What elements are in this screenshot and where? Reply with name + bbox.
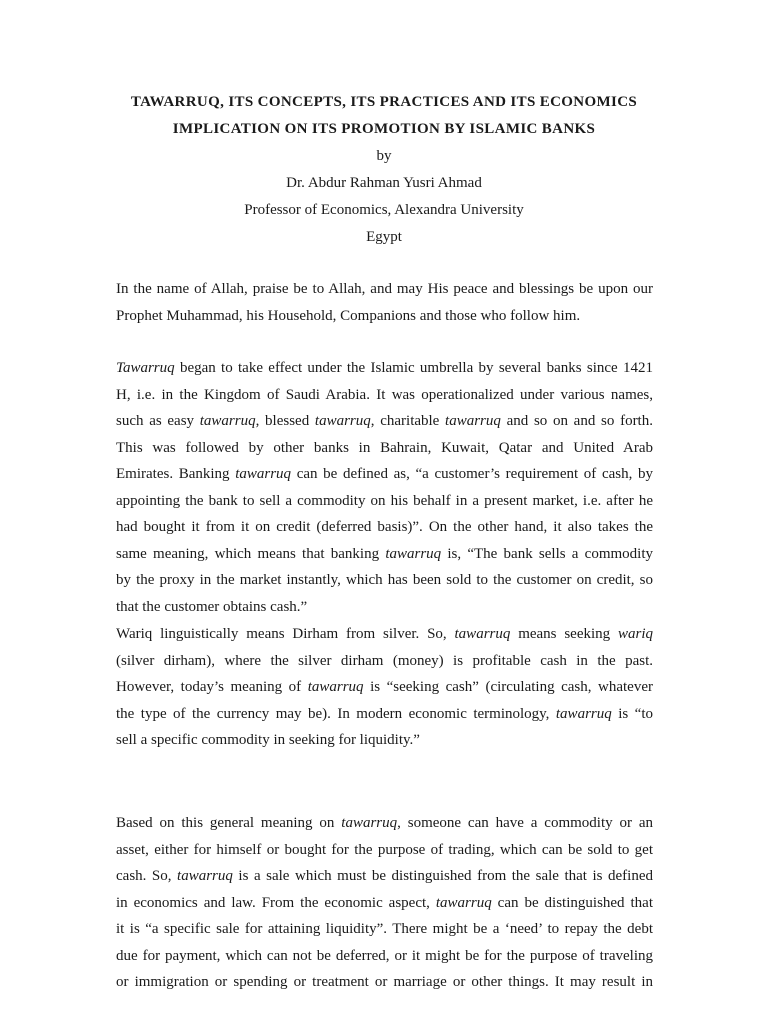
paragraph-2 — [116, 355, 653, 620]
paragraph-4 — [116, 810, 653, 996]
paragraph-line: due for payment, which can not be deferred, or it might be for the purpose of traveling — [116, 947, 653, 964]
document-header — [0, 89, 768, 251]
paragraph-line: in economics and law. From the economic aspect, tawarruq can be distinguished that — [116, 894, 653, 911]
paragraph-line: such as easy tawarruq, blessed tawarruq, charitable tawarruq and so on and so forth. — [116, 413, 653, 429]
document-title-line-2: IMPLICATION ON ITS PROMOTION BY ISLAMIC BANKS — [172, 121, 596, 137]
paragraph-line: This was followed by other banks in Bahrain, Kuwait, Qatar and United Arab — [116, 439, 653, 456]
paragraph-1 — [116, 276, 653, 329]
paragraph-line: (silver dirham), where the silver dirham (money) is profitable cash in the past. — [116, 652, 653, 669]
author-country: Egypt — [366, 229, 402, 245]
author-name: Dr. Abdur Rahman Yusri Ahmad — [286, 175, 482, 191]
paragraph-line: Wariq linguistically means Dirham from silver. So, tawarruq means seeking wariq — [116, 626, 654, 642]
paragraph-line: In the name of Allah, praise be to Allah, and may His peace and blessings be upon our — [116, 281, 653, 297]
paragraph-line: Based on this general meaning on tawarruq, someone can have a commodity or an — [116, 815, 653, 831]
by-line: by — [376, 148, 392, 164]
paragraph-line: asset, either for himself or bought for the purpose of trading, which can be sold to get — [116, 841, 653, 858]
paragraph-3 — [116, 621, 653, 754]
paragraph-line: the type of the currency may be). In modern economic terminology, tawarruq is “to — [116, 705, 653, 722]
paragraph-line: Tawarruq began to take effect under the Islamic umbrella by several banks since 1421 — [116, 360, 653, 376]
paragraph-line: Prophet Muhammad, his Household, Companions and those who follow him. — [116, 307, 581, 324]
paragraph-line: Emirates. Banking tawarruq can be defined as, “a customer’s requirement of cash, by — [116, 466, 653, 482]
paragraph-line: by the proxy in the market instantly, which has been sold to the customer on credit, so — [116, 572, 653, 588]
paragraph-line: or immigration or spending or treatment or marriage or other things. It may result in — [116, 974, 653, 990]
paragraph-line: appointing the bank to sell a commodity on his behalf in a present market, i.e. after he — [116, 492, 653, 509]
paragraph-line: same meaning, which means that banking tawarruq is, “The bank sells a commodity — [116, 545, 653, 562]
author-affiliation: Professor of Economics, Alexandra University — [244, 202, 524, 218]
paragraph-line: However, today’s meaning of tawarruq is “seeking cash” (circulating cash, whatever — [116, 679, 653, 695]
paragraph-line: H, i.e. in the Kingdom of Saudi Arabia. It was operationalized under various names, — [116, 386, 653, 403]
paragraph-line: had bought it from it on credit (deferred basis)”. On the other hand, it also takes the — [116, 519, 653, 535]
paragraph-line: it is “a specific sale for attaining liquidity”. There might be a ‘need’ to repay the debt — [116, 921, 653, 937]
paragraph-line: that the customer obtains cash.” — [116, 598, 308, 615]
document-title-line-1: TAWARRUQ, ITS CONCEPTS, ITS PRACTICES AND ITS ECONOMICS — [130, 94, 638, 110]
paragraph-line: cash. So, tawarruq is a sale which must be distinguished from the sale that is defined — [116, 868, 653, 884]
paragraph-line: sell a specific commodity in seeking for liquidity.” — [116, 732, 420, 748]
